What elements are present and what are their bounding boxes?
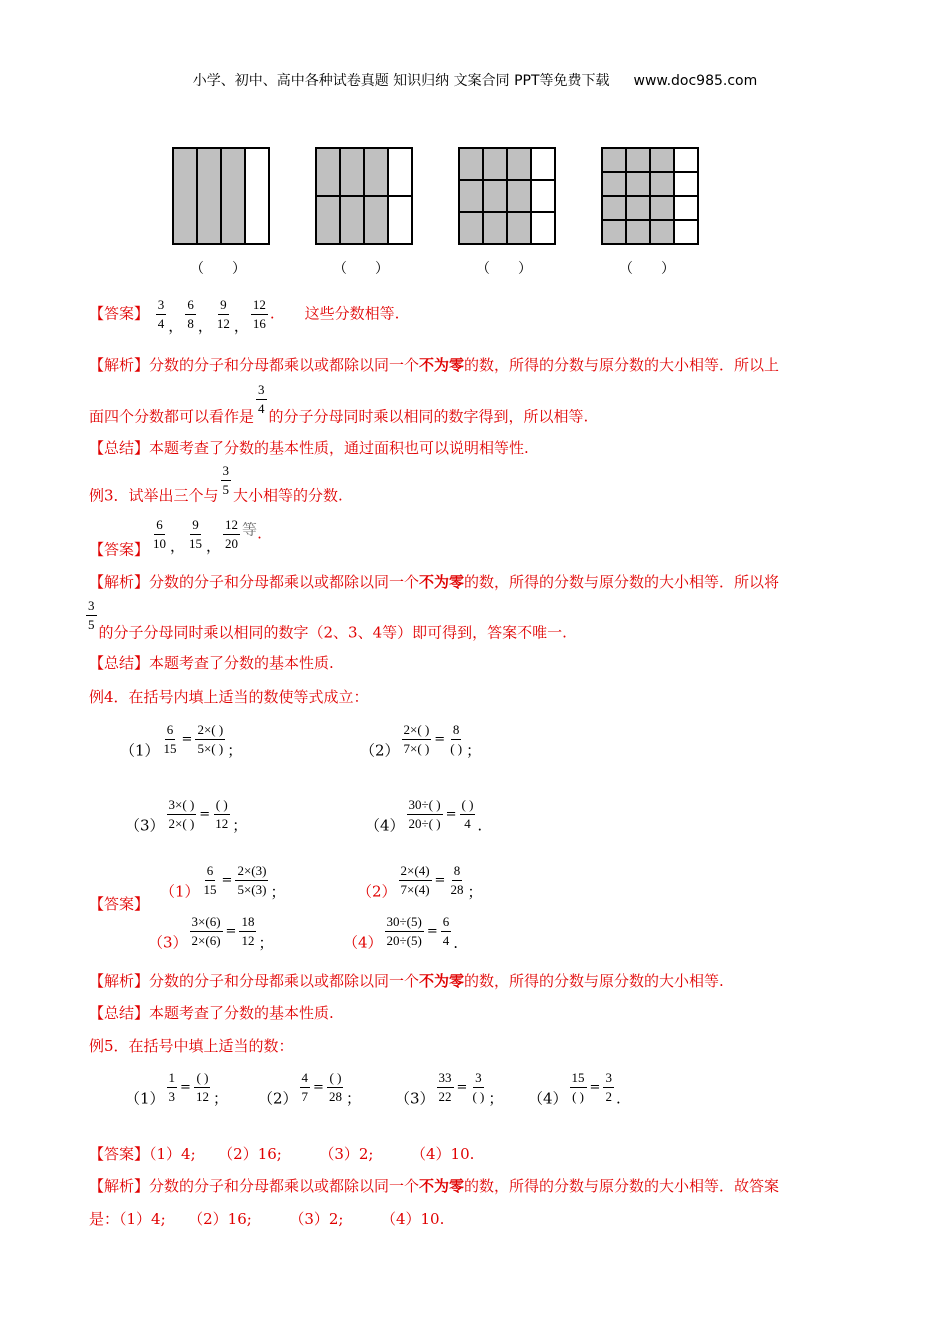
header-url[interactable]: www.doc985.com	[633, 73, 758, 89]
answer-blank: （ ）	[619, 261, 675, 277]
fraction: $\frac{3}{4}$	[157, 297, 165, 331]
equation-item: （4） $\frac{30\div( )}{20\div( )}$ = $\frac{( )}{4}$ .	[365, 797, 483, 835]
fraction: $\frac{9}{12}$	[216, 297, 230, 331]
fraction: $\frac{3\times( )}{2\times( )}$	[168, 797, 195, 831]
ex5-analysis-line1: 【解析】分数的分子和分母都乘以或都除以同一个不为零的数，所得的分数与原分数的大小相等．故答案	[89, 1177, 780, 1195]
fraction: $\frac{8}{( )}$	[450, 722, 463, 756]
equation-item: （1） $\frac{1}{3}$ = $\frac{( )}{12}$ ；	[125, 1070, 228, 1108]
answer-item: （1） $\frac{6}{15}$ = $\frac{2\times(3)}{5\times(3)}$ ；	[160, 863, 286, 901]
fraction: $\frac{2\times(4)}{7\times(4)}$	[400, 863, 430, 897]
header-text: 小学、初中、高中各种试卷真题 知识归纳 文案合同 PPT等免费下载	[192, 73, 610, 89]
answer-blank: （ ）	[333, 261, 389, 277]
fraction: $\frac{18}{12}$	[241, 914, 255, 948]
equation-item: （2） $\frac{4}{7}$ = $\frac{( )}{28}$ ；	[258, 1070, 361, 1108]
ex3-answer: 【答案】 $\frac{6}{10}$ ， $\frac{9}{15}$ ， $\frac{12}{20}$ 等.	[89, 517, 262, 559]
answer-blank: （ ）	[190, 261, 246, 277]
fraction: $\frac{9}{15}$	[189, 517, 203, 551]
fraction: $\frac{1}{3}$	[168, 1070, 176, 1104]
fraction: $\frac{4}{7}$	[301, 1070, 309, 1104]
fraction: $\frac{( )}{28}$	[328, 1070, 342, 1104]
fraction: $\frac{3\times(6)}{2\times(6)}$	[191, 914, 221, 948]
fraction: $\frac{30\div( )}{20\div( )}$	[408, 797, 441, 831]
ex4-analysis: 【解析】分数的分子和分母都乘以或都除以同一个不为零的数，所得的分数与原分数的大小相等.	[89, 972, 724, 990]
ex4-question: 例4．在括号内填上适当的数使等式成立：	[89, 688, 369, 706]
fraction: $\frac{6}{8}$	[187, 297, 194, 331]
analysis-tag: 【解析】	[89, 972, 150, 990]
fraction: $\frac{2\times( )}{7\times( )}$	[403, 722, 430, 756]
answer-tail: . 这些分数相等.	[269, 304, 400, 323]
fraction-grid	[601, 147, 699, 245]
emphasis: 不为零	[419, 1177, 465, 1195]
ex4-summary: 【总结】本题考查了分数的基本性质.	[89, 1004, 334, 1022]
equation-item: （1） $\frac{6}{15}$ = $\frac{2\times( )}{5\times( )}$ ；	[120, 722, 243, 760]
fraction: $\frac{( )}{4}$	[461, 797, 474, 831]
fraction: $\frac{2\times(3)}{5\times(3)}$	[237, 863, 267, 897]
fraction: $\frac{12}{16}$	[252, 297, 266, 331]
ex3-summary: 【总结】本题考查了分数的基本性质.	[89, 654, 334, 672]
fraction: $\frac{12}{20}$	[225, 517, 239, 551]
ex3-analysis-line2: $\frac{3}{5}$ 的分子分母同时乘以相同的数字（2、3、4等）即可得到，答案不唯一.	[88, 598, 567, 642]
fraction: $\frac{( )}{12}$	[215, 797, 229, 831]
fraction: $\frac{15}{( )}$	[571, 1070, 585, 1104]
analysis-tag: 【解析】	[89, 356, 150, 374]
answer-tag: 【答案】	[89, 540, 150, 559]
summary-tag: 【总结】	[89, 439, 150, 457]
equation-item: （3） $\frac{3\times( )}{2\times( )}$ = $\frac{( )}{12}$ ；	[125, 797, 248, 835]
ex5-answer: 【答案】（1）4; （2）16; （3）2; （4）10.	[89, 1145, 475, 1163]
equation-item: （4） $\frac{15}{( )}$ = $\frac{3}{2}$ .	[528, 1070, 621, 1108]
emphasis: 不为零	[419, 972, 465, 990]
ex3-question: 例3．试举出三个与 $\frac{3}{5}$ 大小相等的分数.	[89, 463, 343, 505]
ex2-answer: 【答案】 $\frac{3}{4}$ ， $\frac{6}{8}$ ， $\frac{9}{12}$ ， $\frac{12}{16}$ . 这些分数相等.	[89, 297, 400, 335]
fraction: $\frac{6}{15}$	[163, 722, 177, 756]
fraction: $\frac{6}{10}$	[153, 517, 167, 551]
analysis-tag: 【解析】	[89, 573, 150, 591]
analysis-tag: 【解析】	[89, 1177, 150, 1195]
fraction: $\frac{2\times( )}{5\times( )}$	[197, 722, 224, 756]
ex2-analysis-line2: 面四个分数都可以看作是 $\frac{3}{4}$ 的分子分母同时乘以相同的数字得到，所以相等.	[89, 382, 589, 426]
emphasis: 不为零	[419, 356, 465, 374]
fraction: $\frac{( )}{12}$	[195, 1070, 209, 1104]
fraction-grid	[315, 147, 413, 245]
fraction: $\frac{3}{4}$	[258, 382, 265, 416]
page-header	[0, 70, 950, 90]
fraction: $\frac{30\div(5)}{20\div(5)}$	[386, 914, 422, 948]
fraction: $\frac{6}{4}$	[442, 914, 450, 948]
answer-tag: 【答案】	[89, 304, 150, 323]
answer-tag: 【答案】	[89, 1145, 150, 1163]
fraction: $\frac{3}{( )}$	[472, 1070, 485, 1104]
fraction: $\frac{3}{5}$	[222, 463, 230, 497]
ex5-analysis-line2: 是：（1）4; （2）16; （3）2; （4）10.	[89, 1210, 445, 1228]
answer-item: （3） $\frac{3\times(6)}{2\times(6)}$ = $\frac{18}{12}$ ；	[148, 914, 274, 952]
fraction: $\frac{33}{22}$	[438, 1070, 452, 1104]
ex2-summary: 【总结】本题考查了分数的基本性质，通过面积也可以说明相等性.	[89, 439, 529, 457]
fraction: $\frac{3}{2}$	[605, 1070, 612, 1104]
emphasis: 不为零	[419, 573, 465, 591]
answer-item: （2） $\frac{2\times(4)}{7\times(4)}$ = $\frac{8}{28}$ ；	[357, 863, 483, 901]
ex4-answer-tag: 【答案】	[89, 895, 150, 913]
fraction-grid	[458, 147, 556, 245]
equation-item: （2） $\frac{2\times( )}{7\times( )}$ = $\frac{8}{( )}$ ；	[360, 722, 482, 760]
ex5-question: 例5．在括号中填上适当的数：	[89, 1037, 294, 1055]
fraction: $\frac{3}{5}$	[88, 598, 95, 632]
summary-tag: 【总结】	[89, 1004, 150, 1022]
ex3-analysis-line1: 【解析】分数的分子和分母都乘以或都除以同一个不为零的数，所得的分数与原分数的大小相等．所以将	[89, 573, 780, 591]
ex2-analysis-line1: 【解析】分数的分子和分母都乘以或都除以同一个不为零的数，所得的分数与原分数的大小相等．所以上	[89, 356, 780, 374]
fraction-grid	[172, 147, 270, 245]
equation-item: （3） $\frac{33}{22}$ = $\frac{3}{( )}$ ；	[395, 1070, 504, 1108]
answer-item: （4） $\frac{30\div(5)}{20\div(5)}$ = $\frac{6}{4}$ .	[343, 914, 459, 952]
summary-tag: 【总结】	[89, 654, 150, 672]
fraction: $\frac{8}{28}$	[450, 863, 464, 897]
answer-blank: （ ）	[476, 261, 532, 277]
fraction: $\frac{6}{15}$	[203, 863, 217, 897]
